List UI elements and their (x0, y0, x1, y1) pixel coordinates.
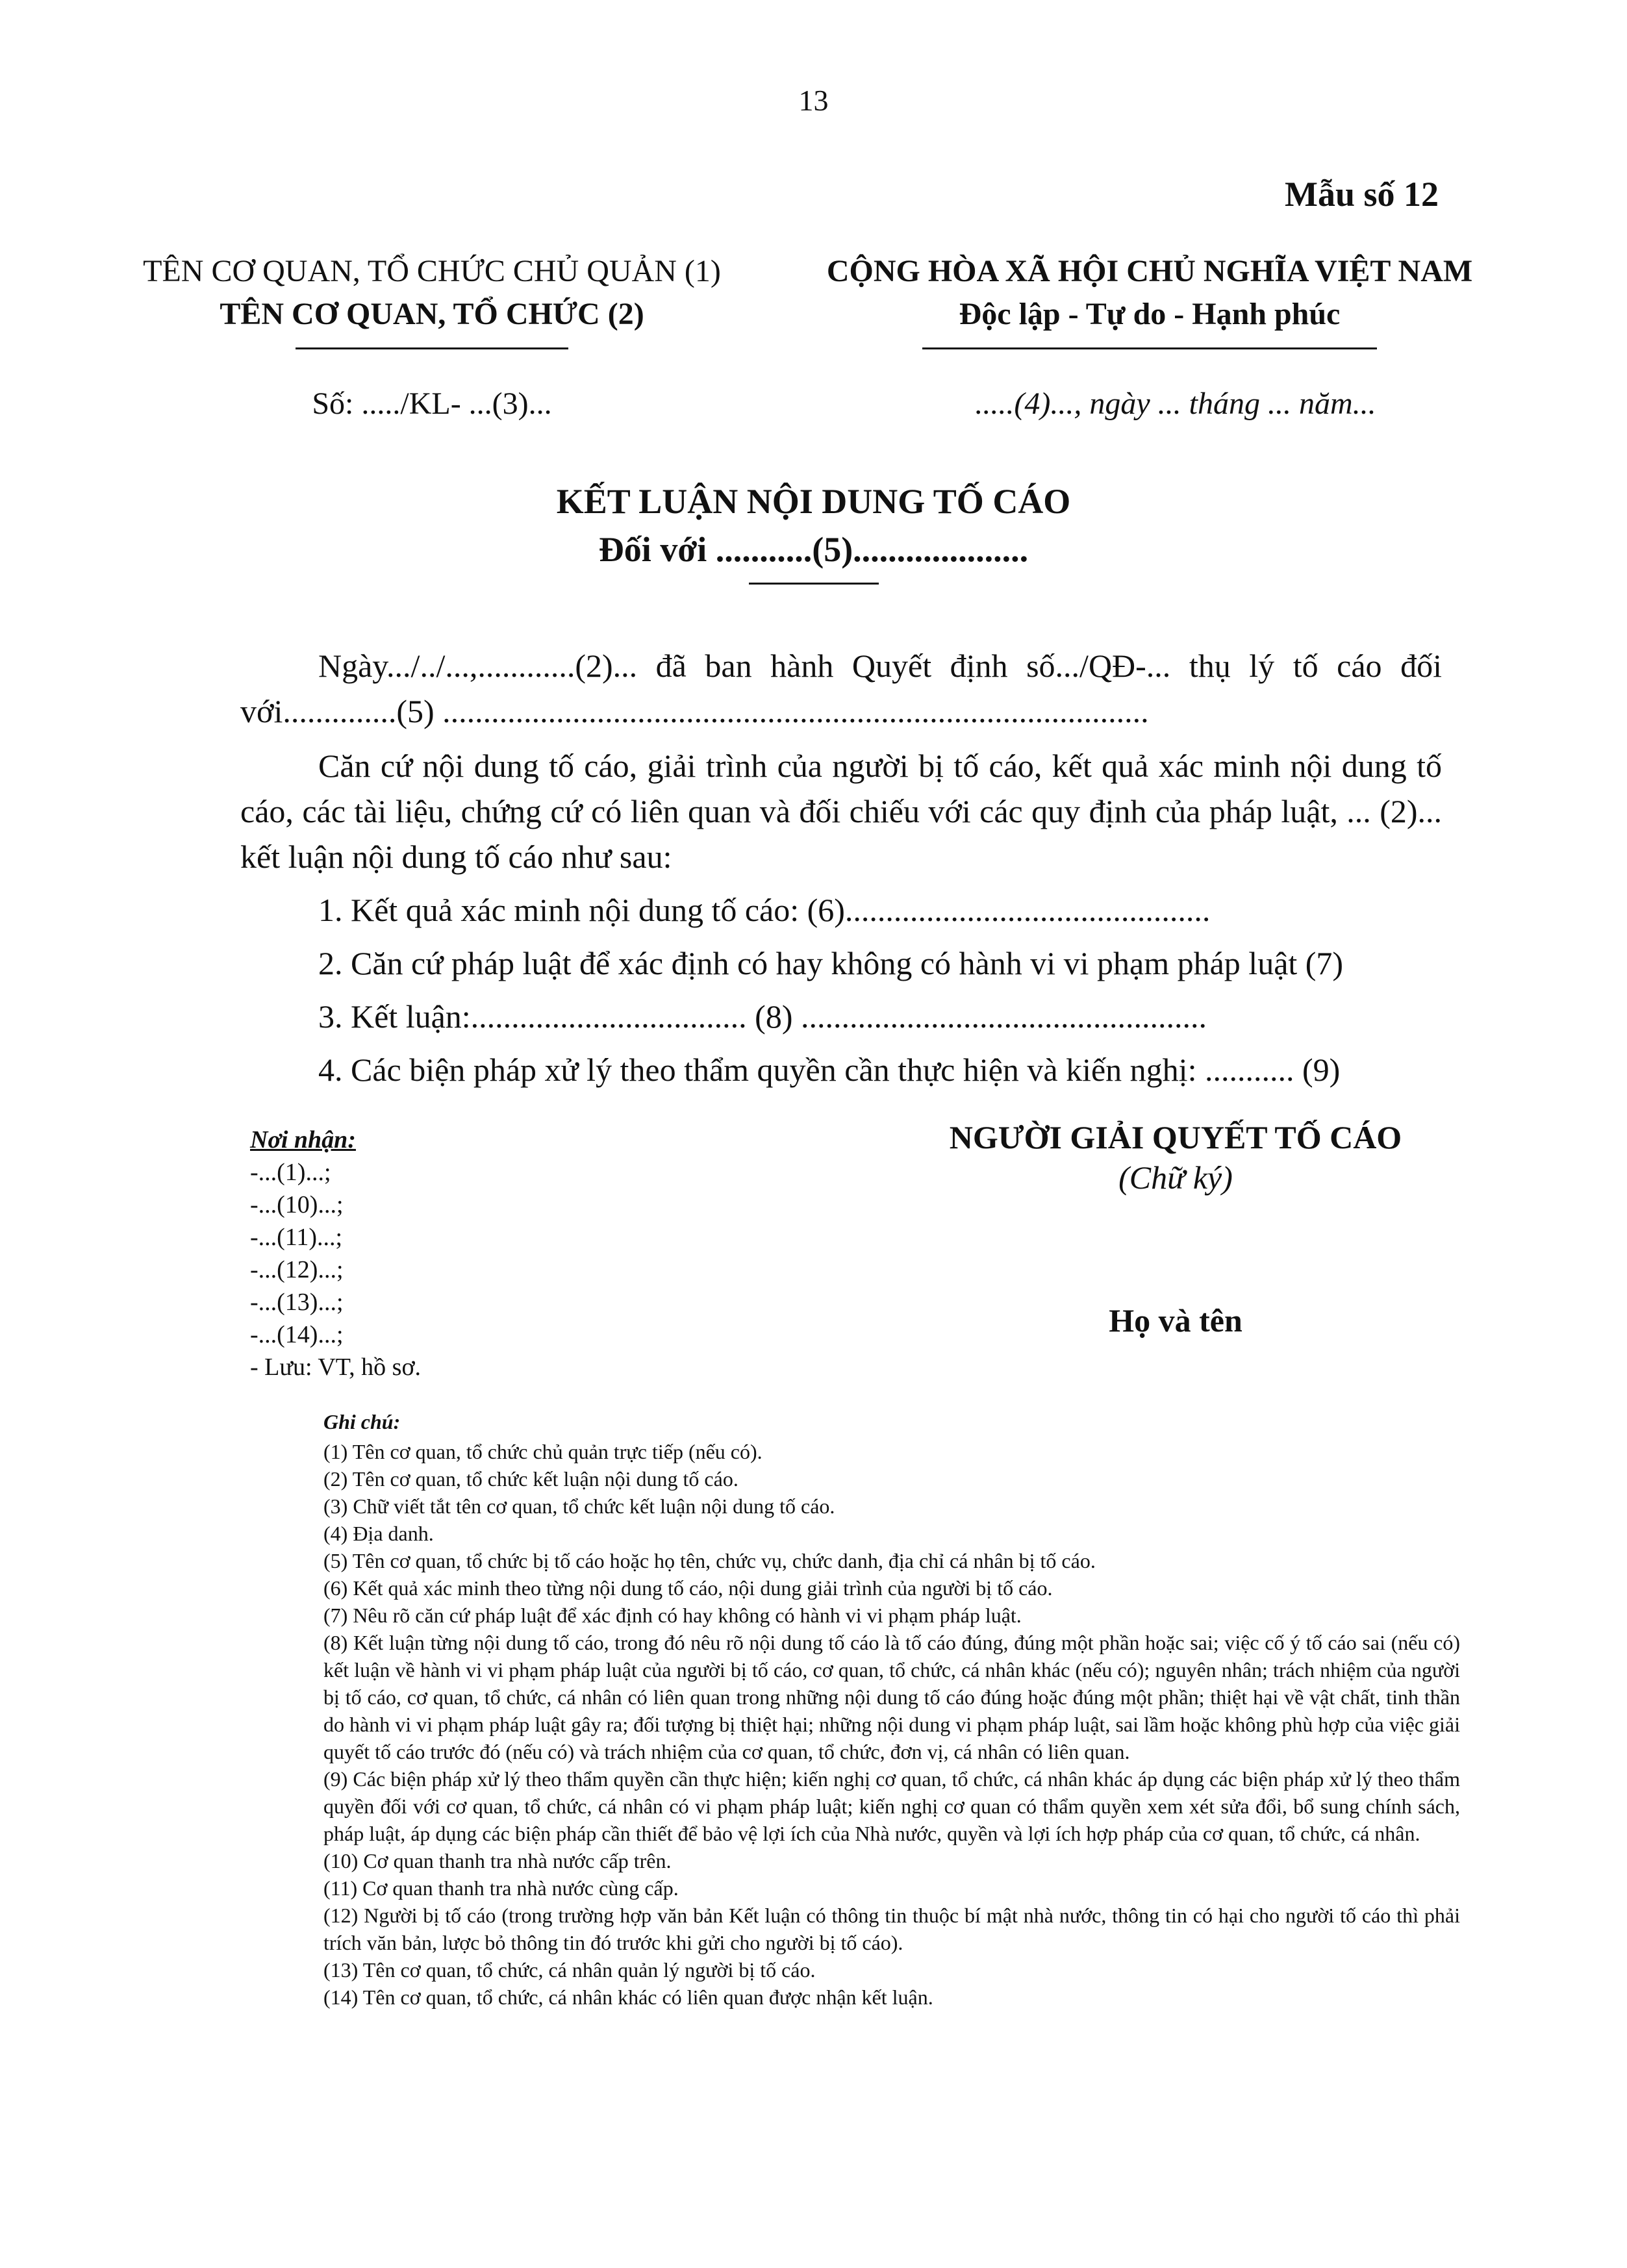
recipient-item: -...(13)...; (250, 1289, 344, 1316)
header-left (104, 250, 760, 422)
note-item: (7) Nêu rõ căn cứ pháp luật để xác định có hay không có hành vi vi phạm pháp luật. (323, 1604, 1022, 1627)
document-body (240, 643, 1442, 1092)
national-title: CỘNG HÒA XÃ HỘI CHỦ NGHĨA VIỆT NAM (826, 254, 1473, 288)
notes-heading: Ghi chú: (323, 1410, 401, 1433)
note-item: (9) Các biện pháp xử lý theo thẩm quyền cần thực hiện; kiến nghị cơ quan, tổ chức, cá nhân khác áp dụng các biện pháp xử lý theo thẩm quyền đối với cơ quan, tổ chức, cá nhân có vi phạm pháp luật; kiến nghị cơ quan có thẩm quyền xem xét sửa đổi, bổ sung chính sách, pháp luật, áp dụng các biện pháp cần thiết để bảo vệ lợi ích của Nhà nước, quyền và lợi ích hợp pháp của cơ quan, tổ chức, cá nhân. (323, 1767, 1460, 1845)
signer-name: Họ và tên (1109, 1302, 1242, 1339)
note-item: (14) Tên cơ quan, tổ chức, cá nhân khác có liên quan được nhận kết luận. (323, 1985, 933, 2009)
body-item-2: 2. Căn cứ pháp luật để xác định có hay không có hành vi vi phạm pháp luật (7) (318, 945, 1344, 981)
body-paragraph-1: Ngày.../../...,............(2)... đã ban hành Quyết định số.../QĐ-... thụ lý tố cáo đối với..............(5) ....................................................................................... (240, 648, 1442, 729)
national-motto: Độc lập - Tự do - Hạnh phúc (959, 297, 1341, 331)
header-left-rule (296, 347, 568, 349)
document-title: KẾT LUẬN NỘI DUNG TỐ CÁO (556, 482, 1071, 521)
recipient-item: - Lưu: VT, hồ sơ. (250, 1354, 422, 1381)
recipient-item: -...(11)...; (250, 1224, 343, 1251)
note-item: (1) Tên cơ quan, tổ chức chủ quản trực tiếp (nếu có). (323, 1440, 763, 1463)
note-item: (13) Tên cơ quan, tổ chức, cá nhân quản lý người bị tố cáo. (323, 1958, 816, 1982)
form-number: Mẫu số 12 (1284, 175, 1439, 214)
note-item: (11) Cơ quan thanh tra nhà nước cùng cấp. (323, 1876, 679, 1900)
recipient-item: -...(1)...; (250, 1159, 331, 1186)
header-right-rule (922, 347, 1377, 349)
header-right (792, 250, 1507, 422)
note-item: (10) Cơ quan thanh tra nhà nước cấp trên. (323, 1849, 672, 1872)
note-item: (3) Chữ viết tắt tên cơ quan, tổ chức kết luận nội dung tố cáo. (323, 1494, 835, 1518)
body-paragraph-2: Căn cứ nội dung tố cáo, giải trình của người bị tố cáo, kết quả xác minh nội dung tố cáo, các tài liệu, chứng cứ có liên quan và đối chiếu với các quy định của pháp luật, ... (2)... kết luận nội dung tố cáo như sau: (240, 748, 1442, 875)
recipients (250, 1124, 421, 1383)
body-item-3: 3. Kết luận:.................................. (8) .................................................. (318, 998, 1207, 1035)
note-item: (5) Tên cơ quan, tổ chức bị tố cáo hoặc họ tên, chức vụ, chức danh, địa chỉ cá nhân bị tố cáo. (323, 1549, 1096, 1572)
signer-title: NGƯỜI GIẢI QUYẾT TỐ CÁO (949, 1119, 1402, 1155)
signature-placeholder: (Chữ ký) (1118, 1159, 1233, 1196)
page-number: 13 (798, 84, 829, 117)
body-item-4: 4. Các biện pháp xử lý theo thẩm quyền cần thực hiện và kiến nghị: ........... (9) (318, 1052, 1341, 1088)
title-block (0, 477, 1627, 585)
document-subtitle: Đối với ...........(5).................... (598, 530, 1029, 569)
note-item: (2) Tên cơ quan, tổ chức kết luận nội dung tố cáo. (323, 1467, 738, 1491)
signer-block (818, 1117, 1533, 1339)
note-item: (12) Người bị tố cáo (trong trường hợp văn bản Kết luận có thông tin thuộc bí mật nhà nước, thông tin có hại cho người tố cáo thì phải trích văn bản, lược bỏ thông tin đó trước khi gửi cho người bị tố cáo). (323, 1904, 1460, 1954)
notes (323, 1408, 1460, 2011)
document-number: Số: ...../KL- ...(3)... (312, 386, 552, 421)
recipients-heading: Nơi nhận: (250, 1126, 356, 1153)
note-item: (8) Kết luận từng nội dung tố cáo, trong đó nêu rõ nội dung tố cáo là tố cáo đúng, đúng một phần hoặc sai; việc cố ý tố cáo sai (nếu có) kết luận về hành vi vi phạm pháp luật của người bị tố cáo, cơ quan, tổ chức, cá nhân khác (nếu có); nguyên nhân; trách nhiệm của người bị tố cáo, cơ quan, tổ chức, cá nhân có liên quan trong những nội dung tố cáo đúng hoặc đúng một phần; thiệt hại về vật chất, tinh thần do hành vi vi phạm pháp luật gây ra; đối tượng bị thiệt hại; những nội dung vi phạm pháp luật, sai lầm hoặc không phù hợp của việc giải quyết tố cáo trước đó (nếu có) và trách nhiệm của cơ quan, tổ chức, đơn vị, cá nhân có liên quan. (323, 1631, 1460, 1763)
body-item-1: 1. Kết quả xác minh nội dung tố cáo: (6)............................................. (318, 892, 1211, 928)
recipient-item: -...(14)...; (250, 1321, 344, 1348)
recipient-item: -...(10)...; (250, 1191, 344, 1218)
title-rule (749, 583, 879, 585)
note-item: (6) Kết quả xác minh theo từng nội dung tố cáo, nội dung giải trình của người bị tố cáo. (323, 1576, 1053, 1600)
parent-agency-line: TÊN CƠ QUAN, TỔ CHỨC CHỦ QUẢN (1) (143, 254, 721, 288)
agency-line: TÊN CƠ QUAN, TỔ CHỨC (2) (220, 297, 644, 331)
recipient-item: -...(12)...; (250, 1256, 344, 1283)
note-item: (4) Địa danh. (323, 1522, 434, 1545)
place-date: .....(4)..., ngày ... tháng ... năm... (975, 386, 1376, 421)
